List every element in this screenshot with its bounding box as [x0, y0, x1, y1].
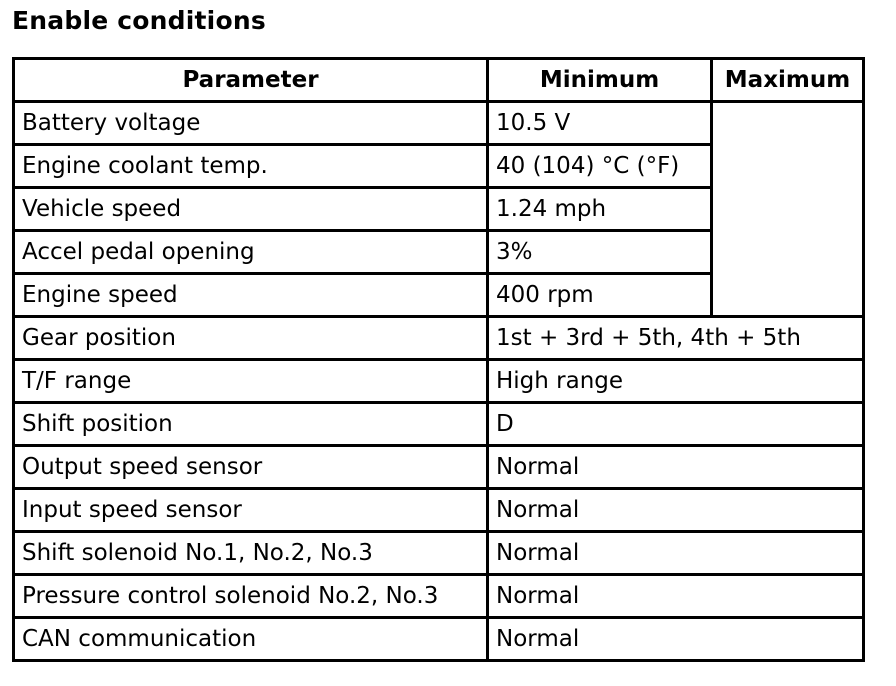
minimum-cell: 10.5 V	[489, 103, 710, 143]
value-cell: Normal	[489, 619, 862, 659]
parameter-cell: Input speed sensor	[15, 490, 486, 530]
table-row	[15, 361, 862, 401]
value-cell: Normal	[489, 447, 862, 487]
value-cell: Normal	[489, 576, 862, 616]
value-cell: High range	[489, 361, 862, 401]
minimum-cell: 1.24 mph	[489, 189, 710, 229]
table-row	[15, 490, 862, 530]
minimum-cell: 3%	[489, 232, 710, 272]
parameter-cell: T/F range	[15, 361, 486, 401]
value-cell: D	[489, 404, 862, 444]
parameter-cell: CAN communication	[15, 619, 486, 659]
parameter-cell: Engine coolant temp.	[15, 146, 486, 186]
minimum-cell: 40 (104) °C (°F)	[489, 146, 710, 186]
parameter-cell: Battery voltage	[15, 103, 486, 143]
minimum-cell: 400 rpm	[489, 275, 710, 315]
table-row	[15, 533, 862, 573]
header-minimum: Minimum	[489, 60, 710, 100]
maximum-cell-empty	[713, 103, 862, 315]
table-row	[15, 404, 862, 444]
table-row	[15, 619, 862, 659]
header-maximum: Maximum	[713, 60, 862, 100]
parameter-cell: Shift solenoid No.1, No.2, No.3	[15, 533, 486, 573]
table-row	[15, 447, 862, 487]
value-cell: Normal	[489, 490, 862, 530]
parameter-cell: Accel pedal opening	[15, 232, 486, 272]
value-cell: 1st + 3rd + 5th, 4th + 5th	[489, 318, 862, 358]
enable-conditions-table	[12, 57, 865, 662]
table-row	[15, 318, 862, 358]
value-cell: Normal	[489, 533, 862, 573]
header-parameter: Parameter	[15, 60, 486, 100]
parameter-cell: Gear position	[15, 318, 486, 358]
page-title: Enable conditions	[12, 6, 266, 35]
parameter-cell: Vehicle speed	[15, 189, 486, 229]
parameter-cell: Pressure control solenoid No.2, No.3	[15, 576, 486, 616]
table-row	[15, 103, 862, 143]
parameter-cell: Shift position	[15, 404, 486, 444]
parameter-cell: Engine speed	[15, 275, 486, 315]
parameter-cell: Output speed sensor	[15, 447, 486, 487]
table-row	[15, 576, 862, 616]
table-header-row	[15, 60, 862, 100]
